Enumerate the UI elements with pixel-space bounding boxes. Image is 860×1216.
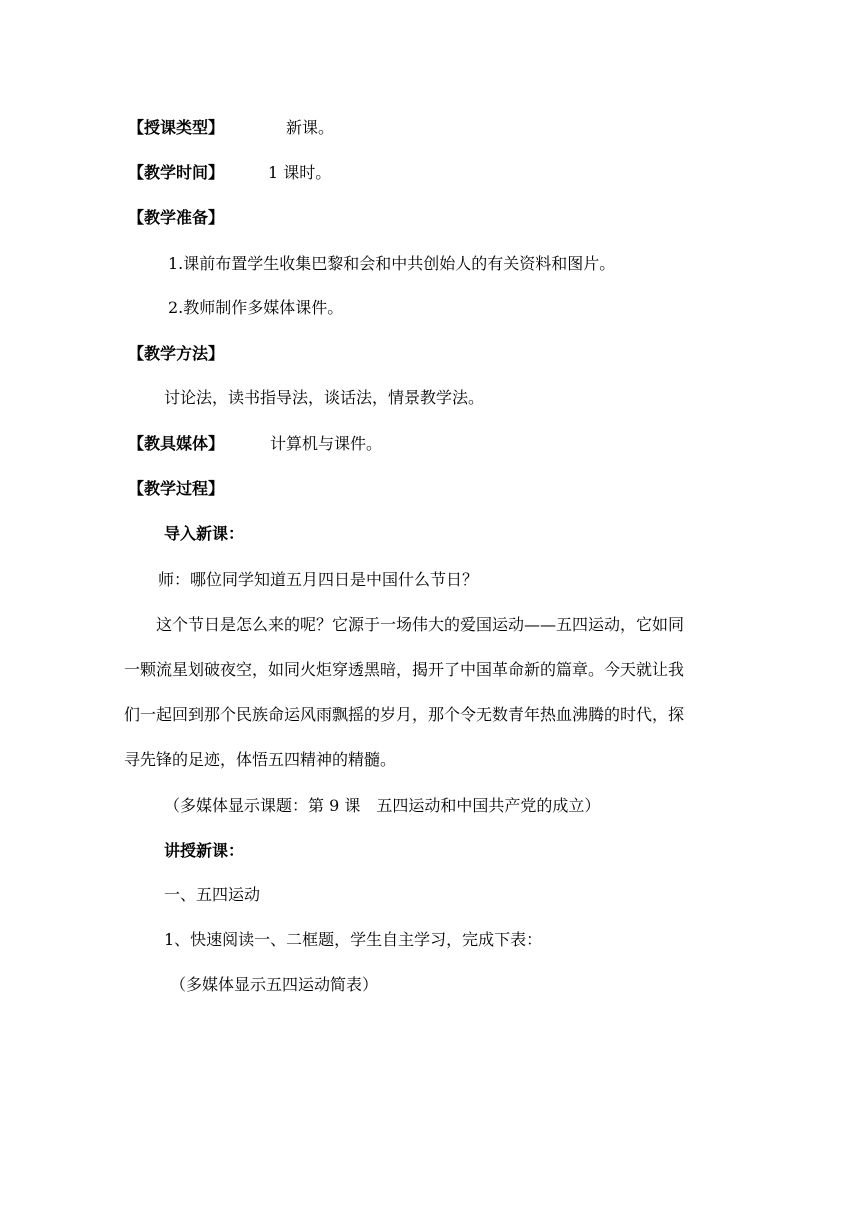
intro-paragraph-line-2: 一颗流星划破夜空，如同火炬穿透黑暗，揭开了中国革命新的篇章。今天就让我 bbox=[124, 660, 685, 679]
intro-paragraph-line-4: 寻先锋的足迹，体悟五四精神的精髓。 bbox=[124, 750, 397, 769]
lesson-media-label: 【教具媒体】 bbox=[128, 434, 225, 453]
teacher-question: 师：哪位同学知道五月四日是中国什么节日？ bbox=[158, 570, 479, 589]
table-display-note: （多媒体显示五四运动简表） bbox=[170, 975, 379, 994]
topic-display-note: （多媒体显示课题：第 9 课 五四运动和中国共产党的成立） bbox=[164, 796, 601, 815]
lesson-prep-label: 【教学准备】 bbox=[128, 208, 225, 227]
intro-paragraph-line-1: 这个节日是怎么来的呢？它源于一场伟大的爱国运动——五四运动，它如同 bbox=[156, 615, 685, 634]
lesson-media-value: 计算机与课件。 bbox=[270, 434, 383, 453]
lesson-type-value: 新课。 bbox=[286, 118, 335, 137]
lesson-method-value: 讨论法，读书指导法，谈话法，情景教学法。 bbox=[164, 388, 485, 407]
step-one-instruction: 1、快速阅读一、二框题，学生自主学习，完成下表： bbox=[164, 930, 543, 949]
lesson-time-value: 1 课时。 bbox=[268, 163, 332, 182]
section-one-heading: 一、五四运动 bbox=[164, 885, 261, 904]
prep-item-1: 1.课前布置学生收集巴黎和会和中共创始人的有关资料和图片。 bbox=[168, 254, 616, 273]
intro-heading: 导入新课： bbox=[164, 524, 245, 543]
prep-item-2: 2.教师制作多媒体课件。 bbox=[168, 298, 344, 317]
lesson-time-label: 【教学时间】 bbox=[128, 163, 225, 182]
lesson-method-label: 【教学方法】 bbox=[128, 344, 225, 363]
intro-paragraph-line-3: 们一起回到那个民族命运风雨飘摇的岁月，那个令无数青年热血沸腾的时代，探 bbox=[124, 705, 685, 724]
lesson-process-label: 【教学过程】 bbox=[128, 479, 225, 498]
lesson-type-label: 【授课类型】 bbox=[128, 118, 225, 137]
teach-heading: 讲授新课： bbox=[164, 841, 245, 860]
